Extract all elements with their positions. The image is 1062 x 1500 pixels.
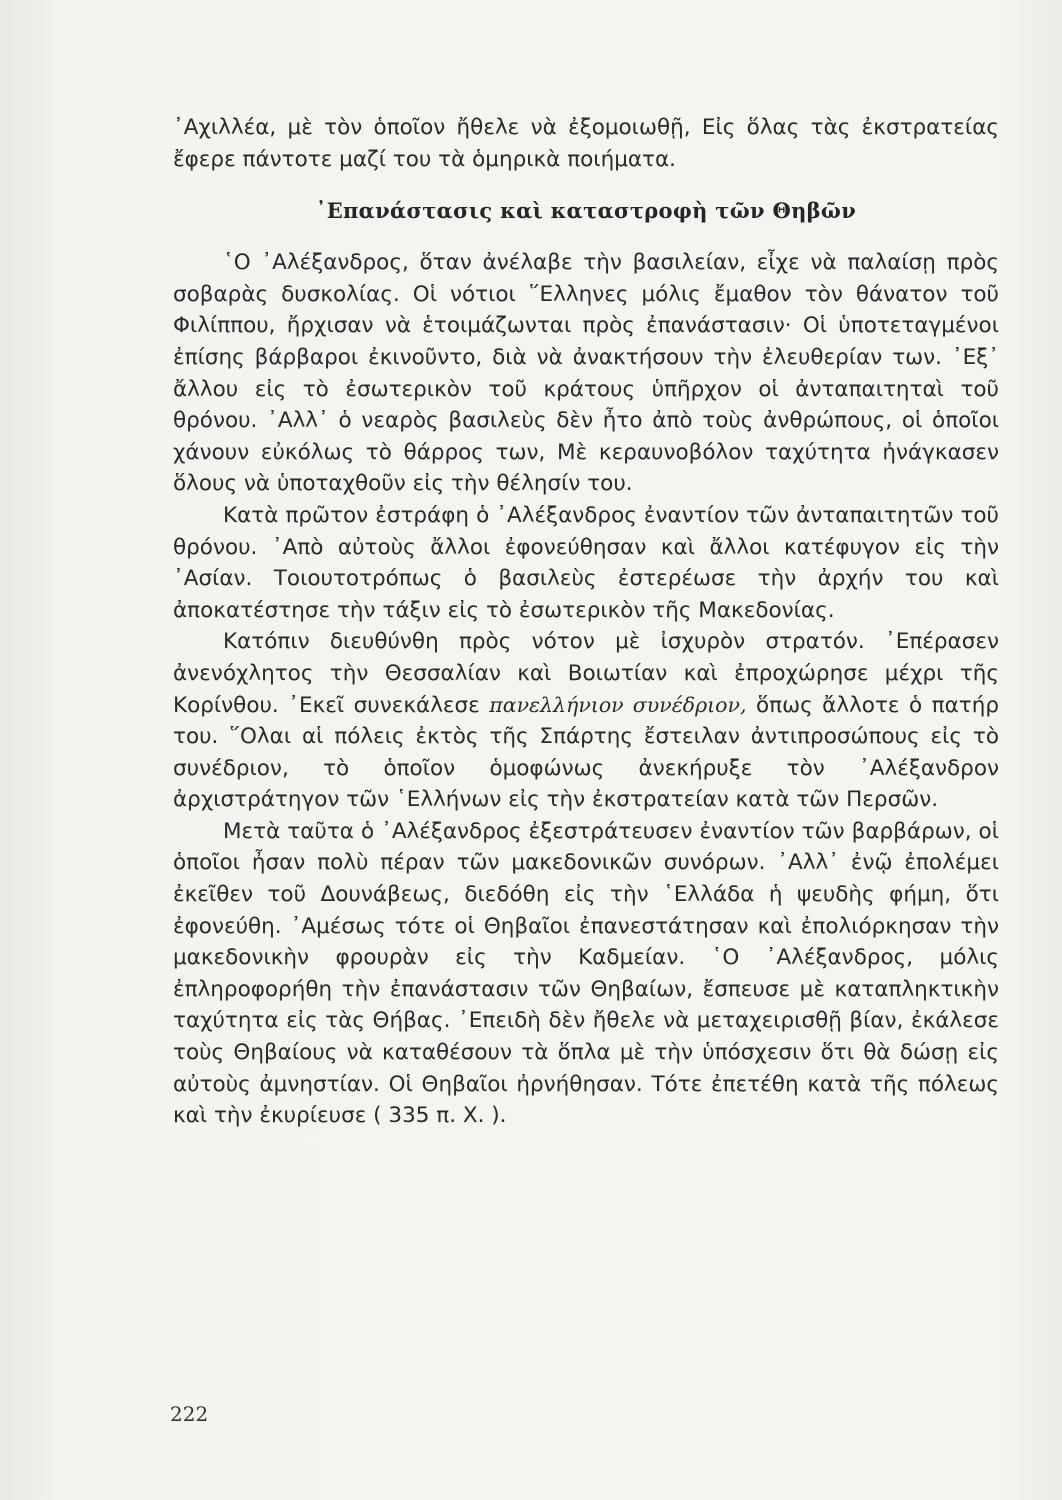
paragraph-4: Μετὰ ταῦτα ὁ ᾿Αλέξανδρος ἐξεστράτευσεν ἐναντίον τῶν βαρβάρων, οἱ ὁποῖοι ἦσαν πολὺ πέραν τῶν μακεδονικῶν συνόρων. ᾿Αλλ᾿ ἐνῷ ἐπολέμει ἐκεῖθεν τοῦ Δουνάβεως, διεδόθη εἰς τὴν ῾Ελλάδα ἡ ψευδὴς φήμη, ὅτι ἐφονεύθη. ᾿Αμέσως τότε οἱ Θηβαῖοι ἐπανεστάτησαν καὶ ἐπολιόρκησαν τὴν μακεδονικὴν φρουρὰν εἰς τὴν Καδμείαν. ῾Ο ᾿Αλέξανδρος, μόλις ἐπληροφορήθη τὴν ἐπανάστασιν τῶν Θηβαίων, ἔσπευσε μὲ καταπληκτικὴν ταχύτητα εἰς τὰς Θήβας. ᾿Επειδὴ δὲν ἤθελε νὰ μεταχειρισθῇ βίαν, ἐκάλεσε τοὺς Θηβαίους νὰ καταθέσουν τὰ ὅπλα μὲ τὴν ὑπόσχεσιν ὅτι θὰ δώσῃ εἰς αὐτοὺς ἀμνηστίαν. Οἱ Θηβαῖοι ἠρνήθησαν. Τότε ἐπετέθη κατὰ τῆς πόλεως καὶ τὴν ἐκυρίευσε ( 335 π. Χ. ). <box>173 818 999 1129</box>
paragraph-2: Κατὰ πρῶτον ἐστράφη ὁ ᾿Αλέξανδρος ἐναντίον τῶν ἀνταπαιτητῶν τοῦ θρόνου. ᾿Απὸ αὐτοὺς ἄλλοι ἐφονεύθησαν καὶ ἄλλοι κατέφυγον εἰς τὴν ᾿Ασίαν. Τοιουτοτρόπως ὁ βασιλεὺς ἐστερέωσε τὴν ἀρχήν του καὶ ἀποκατέστησε τὴν τάξιν εἰς τὸ ἐσωτερικὸν τῆς Μακεδονίας. <box>173 502 999 623</box>
opening-paragraph: ᾿Αχιλλέα, μὲ τὸν ὁποῖον ἤθελε νὰ ἐξομοιωθῇ, Εἰς ὅλας τὰς ἐκστρατείας ἔφερε πάντοτε μαζί του τὰ ὁμηρικὰ ποιήματα. <box>173 115 999 172</box>
paragraph-3-emphasis: πανελλήνιον συνέδριον, <box>489 692 747 717</box>
body-text <box>173 112 999 1132</box>
paragraph-3-text-after: ὅπως ἄλλοτε ὁ πατήρ του. ῞Ολαι αἱ πόλεις ἐκτὸς τῆς Σπάρτης ἔστειλαν ἀντιπροσώπους εἰς τὸ συνέδριον, τὸ ὁποῖον ὁμοφώνως ἀνεκήρυξε τὸν ᾿Αλέξανδρον ἀρχιστράτηγον τῶν ῾Ελλήνων εἰς τὴν ἐκστρατείαν κατὰ τῶν Περσῶν. <box>173 692 999 813</box>
page-number: 222 <box>170 1402 209 1426</box>
section-heading: ᾿Επανάστασις καὶ καταστροφὴ τῶν Θηβῶν <box>315 198 857 224</box>
paragraph-1: ῾Ο ᾿Αλέξανδρος, ὅταν ἀνέλαβε τὴν βασιλείαν, εἶχε νὰ παλαίσῃ πρὸς σοβαρὰς δυσκολίας. Οἱ νότιοι ῞Ελληνες μόλις ἔμαθον τὸν θάνατον τοῦ Φιλίππου, ἤρχισαν νὰ ἑτοιμάζωνται πρὸς ἐπανάστασιν· Οἱ ὑποτεταγμένοι ἐπίσης βάρβαροι ἐκινοῦντο, διὰ νὰ ἀνακτήσουν τὴν ἐλευθερίαν των. ᾿Εξ᾿ ἄλλου εἰς τὸ ἐσωτερικὸν τοῦ κράτους ὑπῆρχον οἱ ἀνταπαιτηταὶ τοῦ θρόνου. ᾿Αλλ᾿ ὁ νεαρὸς βασιλεὺς δὲν ἦτο ἀπὸ τοὺς ἀνθρώπους, οἱ ὁποῖοι χάνουν εὐκόλως τὸ θάρρος των, Μὲ κεραυνοβόλον ταχύτητα ἠνάγκασεν ὅλους νὰ ὑποταχθοῦν εἰς τὴν θέλησίν του. <box>173 250 999 497</box>
paragraph-3-text-before: Κατόπιν διευθύνθη πρὸς νότον μὲ ἰσχυρὸν στρατόν. ᾿Επέρασεν ἀνενόχλητος τὴν Θεσσαλίαν καὶ Βοιωτίαν καὶ ἐπροχώρησε μέχρι τῆς Κορίνθου. ᾿Εκεῖ συνεκάλεσε <box>173 629 999 718</box>
paragraph-3 <box>173 626 999 816</box>
